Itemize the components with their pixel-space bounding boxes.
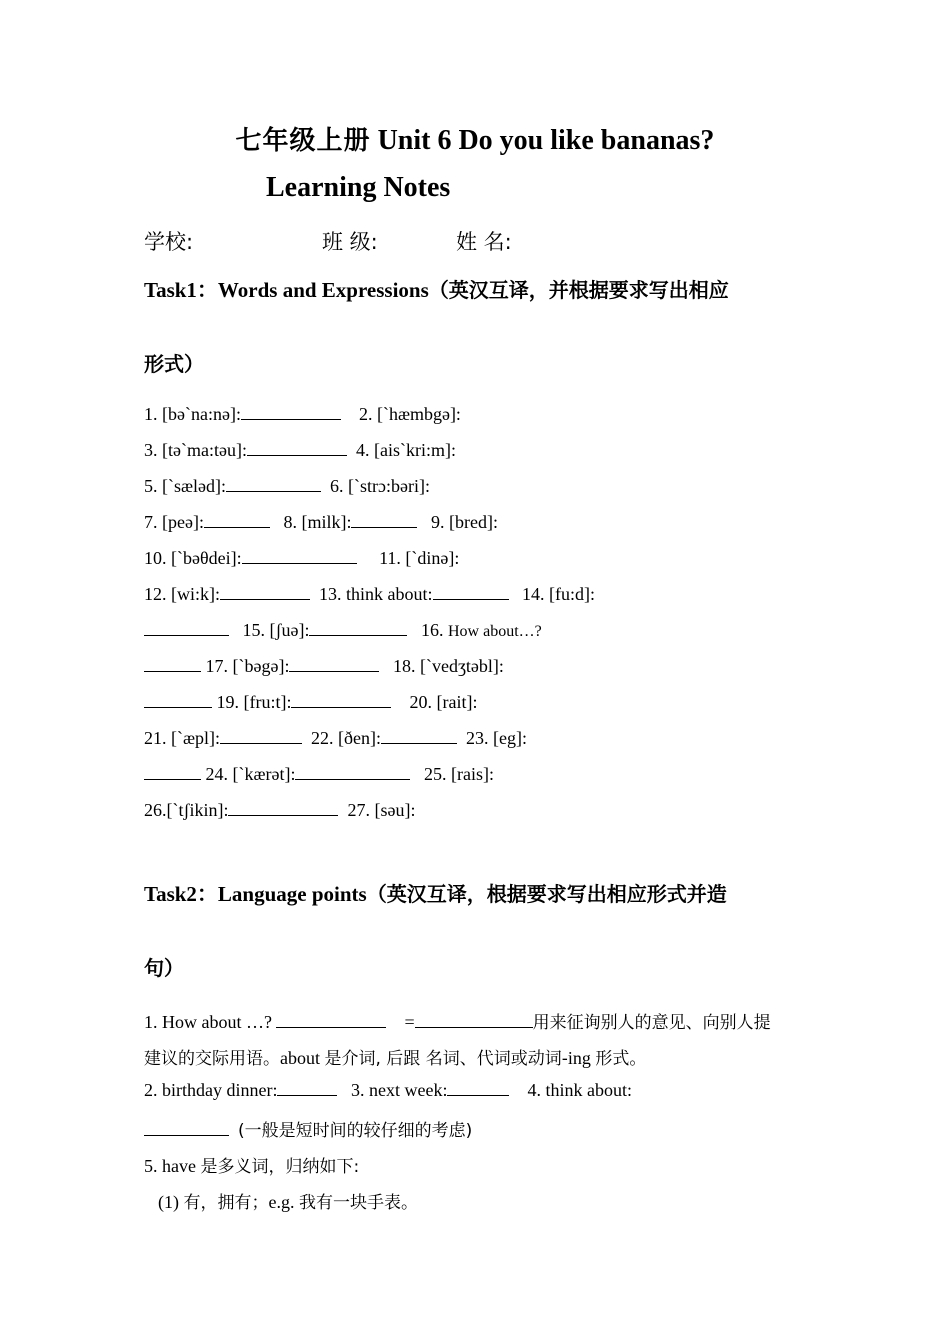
- word-item: 13. think about:: [319, 584, 433, 604]
- point-text: =: [404, 1012, 415, 1032]
- word-item: 21. [`æpl]:: [144, 728, 220, 748]
- point-text: 5. have: [144, 1156, 196, 1176]
- class-label: 班 级:: [322, 230, 378, 254]
- answer-blank[interactable]: [277, 1081, 337, 1096]
- task2-label: Task2：Language points: [144, 882, 367, 906]
- answer-blank[interactable]: [295, 765, 410, 780]
- word-row-5: [144, 548, 824, 569]
- point-row-5: [144, 1152, 824, 1177]
- point-text: 3. next week:: [350, 1080, 448, 1100]
- word-row-2: [144, 440, 824, 461]
- word-row-1: [144, 404, 824, 425]
- title-english: Unit 6 Do you like bananas?: [377, 125, 715, 156]
- word-item: 2. [`hæmbgə]:: [358, 404, 461, 424]
- point-text: ing: [567, 1048, 591, 1068]
- answer-blank[interactable]: [309, 621, 407, 636]
- answer-blank[interactable]: [220, 585, 310, 600]
- task2-heading: [144, 857, 824, 1005]
- point-text: 1. How about …?: [144, 1012, 272, 1032]
- answer-blank[interactable]: [381, 729, 457, 744]
- word-item: 4. [ais`kri:m]:: [355, 440, 456, 460]
- point-text: (1): [158, 1192, 179, 1212]
- answer-blank[interactable]: [144, 765, 201, 780]
- point-row-2-cont: [144, 1116, 824, 1141]
- word-item: 1. [bə`na:nə]:: [144, 404, 241, 424]
- answer-blank[interactable]: [351, 513, 417, 528]
- answer-blank[interactable]: [228, 801, 338, 816]
- word-item: 24. [`kærət]:: [205, 764, 296, 784]
- word-item: 19. [fru:t]:: [216, 692, 292, 712]
- answer-blank[interactable]: [226, 477, 321, 492]
- task1-label: Task1：Words and Expressions: [144, 278, 429, 302]
- point-text: 2. birthday dinner:: [144, 1080, 278, 1100]
- page-subtitle: Learning Notes: [266, 172, 451, 203]
- word-item: 11. [`dinə]:: [379, 548, 460, 568]
- answer-blank[interactable]: [144, 657, 201, 672]
- answer-blank[interactable]: [415, 1013, 533, 1028]
- word-row-7: [144, 620, 824, 641]
- point-row-5-1: [158, 1188, 838, 1213]
- word-item: 17. [`bəgə]:: [205, 656, 290, 676]
- word-item: 14. [fu:d]:: [522, 584, 595, 604]
- word-item: 3. [tə`ma:təu]:: [144, 440, 247, 460]
- task2-note-cont: 句）: [144, 956, 184, 980]
- point-text: e.g.: [268, 1192, 295, 1212]
- answer-blank[interactable]: [241, 405, 341, 420]
- word-row-9: [144, 692, 824, 713]
- word-item: 10. [`bəθdei]:: [144, 548, 242, 568]
- word-item: 26.[`tʃikin]:: [144, 800, 229, 820]
- point-row-1: [144, 1008, 824, 1033]
- word-row-10: [144, 728, 824, 749]
- school-label: 学校:: [144, 230, 194, 254]
- answer-blank[interactable]: [220, 729, 302, 744]
- task1-note-cont: 形式）: [144, 352, 204, 376]
- word-row-4: [144, 512, 824, 533]
- task2-note: （英汉互译，根据要求写出相应形式并造: [366, 882, 727, 906]
- point-text: 形式。: [595, 1049, 647, 1069]
- point-note: (一般是短时间的较仔细的考虑): [238, 1121, 473, 1141]
- word-row-6: [144, 584, 824, 605]
- answer-blank[interactable]: [144, 621, 229, 636]
- answer-blank[interactable]: [247, 441, 347, 456]
- point-text: 用来征询别人的意见、向别人提: [532, 1013, 771, 1033]
- task1-note: （英汉互译，并根据要求写出相应: [428, 278, 729, 302]
- word-row-11: [144, 764, 824, 785]
- point-text: 我有一块手表。: [299, 1193, 418, 1213]
- word-item: 15. [ʃuə]:: [242, 620, 310, 640]
- title-chinese: 七年级上册: [235, 126, 371, 156]
- word-item: 22. [ðen]:: [311, 728, 381, 748]
- word-item: 9. [bred]:: [430, 512, 498, 532]
- word-item: 27. [səu]:: [347, 800, 416, 820]
- word-item: 7. [peə]:: [144, 512, 204, 532]
- word-item: 8. [milk]:: [283, 512, 352, 532]
- word-row-8: [144, 656, 824, 677]
- word-item: 5. [`sæləd]:: [144, 476, 226, 496]
- word-item: 20. [rait]:: [409, 692, 478, 712]
- point-text: 是多义词，归纳如下:: [200, 1157, 360, 1177]
- point-row-2: [144, 1080, 824, 1101]
- word-item: 16.: [420, 620, 444, 640]
- answer-blank[interactable]: [144, 1121, 229, 1136]
- point-text: about: [280, 1048, 320, 1068]
- student-info-line: [144, 226, 844, 256]
- answer-blank[interactable]: [204, 513, 270, 528]
- word-row-12: [144, 800, 824, 821]
- page-title: [0, 120, 950, 157]
- word-item: 6. [`strɔ:bəri]:: [329, 476, 430, 496]
- answer-blank[interactable]: [291, 693, 391, 708]
- answer-blank[interactable]: [144, 693, 212, 708]
- name-label: 姓 名:: [456, 230, 512, 254]
- point-text: 是介词, 后跟 名词、代词或动词-: [324, 1049, 568, 1069]
- point-text: 有，拥有；: [183, 1193, 269, 1213]
- word-item: How about…?: [447, 623, 542, 640]
- word-item: 12. [wi:k]:: [144, 584, 220, 604]
- answer-blank[interactable]: [242, 549, 357, 564]
- word-item: 23. [eg]:: [465, 728, 527, 748]
- word-item: 18. [`vedʒtəbl]:: [392, 656, 504, 676]
- answer-blank[interactable]: [289, 657, 379, 672]
- word-item: 25. [rais]:: [423, 764, 494, 784]
- answer-blank[interactable]: [276, 1013, 386, 1028]
- task1-heading: [144, 253, 824, 401]
- point-text: 建议的交际用语。: [144, 1049, 280, 1069]
- word-row-3: [144, 476, 824, 497]
- point-text: 4. think about:: [527, 1080, 632, 1100]
- answer-blank[interactable]: [433, 585, 509, 600]
- point-row-1-cont: [144, 1044, 824, 1069]
- answer-blank[interactable]: [447, 1081, 509, 1096]
